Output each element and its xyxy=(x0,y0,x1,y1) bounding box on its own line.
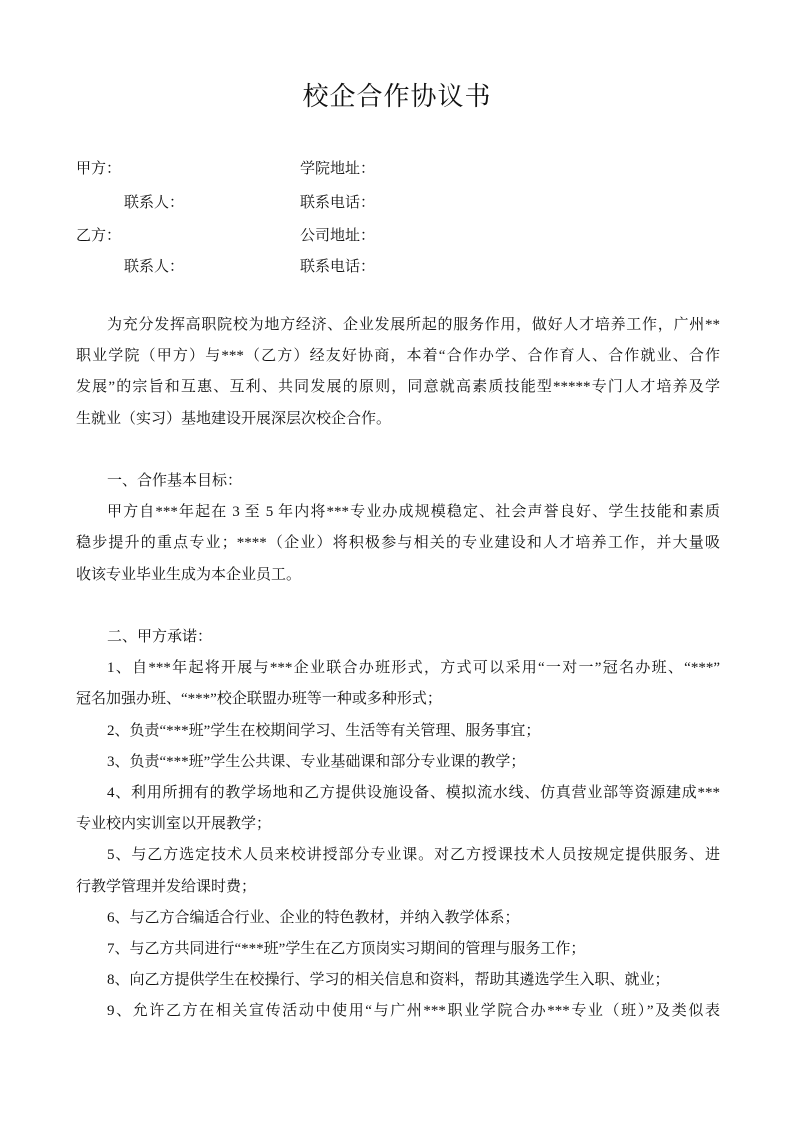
commitment-line: 4、利用所拥有的教学场地和乙方提供设施设备、模拟流水线、仿真营业部等资源建成*** xyxy=(107,784,720,801)
commitment-line: 5、与乙方选定技术人员来校讲授部分专业课。对乙方授课技术人员按规定提供服务、进 xyxy=(107,847,720,864)
commitment-line: 2、负责“***班”学生在校期间学习、生活等有关管理、服务事宜； xyxy=(107,722,541,739)
commitment-line: 冠名加强办班、“***”校企联盟办班等一种或多种形式； xyxy=(76,691,442,708)
commitment-line: 3、负责“***班”学生公共课、专业基础课和部分专业课的教学； xyxy=(107,753,526,770)
section-goals xyxy=(76,466,720,591)
phone-b-label: 联系电话： xyxy=(300,259,376,275)
commitment-line: 9、允许乙方在相关宣传活动中使用“与广州***职业学院合办***专业（班）”及类似表 xyxy=(107,1003,720,1020)
section-heading: 二、甲方承诺： xyxy=(107,629,213,645)
intro-line: 发展”的宗旨和互惠、互利、共同发展的原则，同意就高素质技能型*****专门人才培养及学 xyxy=(76,379,720,396)
contact-a-label: 联系人： xyxy=(124,195,185,211)
commitment-line: 1、自***年起将开展与***企业联合办班形式，方式可以采用“一对一”冠名办班、“***” xyxy=(107,660,720,677)
phone-a-label: 联系电话： xyxy=(300,195,376,211)
intro-paragraph xyxy=(76,310,720,435)
contact-b-label: 联系人： xyxy=(124,259,185,275)
section-commitments xyxy=(76,622,720,1027)
intro-line: 为充分发挥高职院校为地方经济、企业发展所起的服务作用，做好人才培养工作，广州** xyxy=(107,317,720,333)
section-line: 稳步提升的重点专业；****（企业）将积极参与相关的专业建设和人才培养工作，并大量吸 xyxy=(76,535,720,552)
commitment-line: 8、向乙方提供学生在校操行、学习的相关信息和资料，帮助其遴选学生入职、就业； xyxy=(107,972,670,989)
document-title: 校企合作协议书 xyxy=(302,82,492,112)
address-a-label: 学院地址： xyxy=(300,161,376,177)
commitment-line: 7、与乙方共同进行“***班”学生在乙方顶岗实习期间的管理与服务工作； xyxy=(107,940,586,957)
section-heading: 一、合作基本目标： xyxy=(107,473,243,489)
intro-line: 生就业（实习）基地建设开展深层次校企合作。 xyxy=(76,410,392,427)
commitment-line: 专业校内实训室以开展教学； xyxy=(76,816,272,833)
commitment-line: 行教学管理并发给课时费； xyxy=(76,878,257,895)
party-a-label: 甲方： xyxy=(76,161,122,177)
commitment-line: 6、与乙方合编适合行业、企业的特色教材，并纳入教学体系； xyxy=(107,909,520,926)
section-line: 收该专业毕业生成为本企业员工。 xyxy=(76,566,302,583)
party-b-label: 乙方： xyxy=(76,228,122,244)
intro-line: 职业学院（甲方）与***（乙方）经友好协商，本着“合作办学、合作育人、合作就业、合作 xyxy=(76,348,720,365)
address-b-label: 公司地址： xyxy=(300,228,376,244)
section-line: 甲方自***年起在 3 至 5 年内将***专业办成规模稳定、社会声誉良好、学生技能和素质 xyxy=(107,504,720,521)
